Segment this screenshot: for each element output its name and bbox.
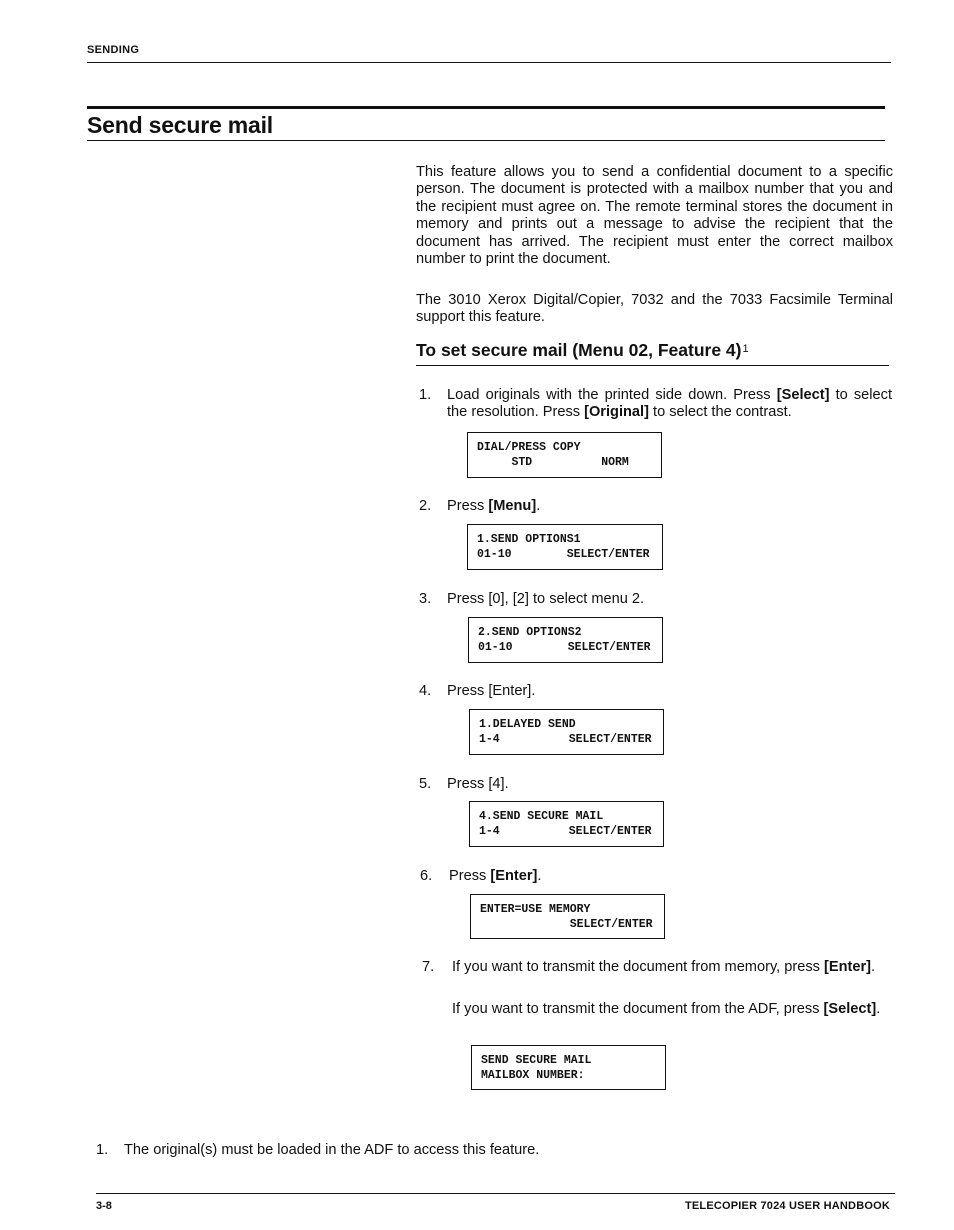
step-instruction: Press [Enter]. — [449, 868, 542, 884]
running-head: SENDING — [87, 44, 140, 56]
step-alternative: If you want to transmit the document from the ADF, press [Select]. — [452, 1001, 881, 1017]
step-number: 1. — [419, 387, 432, 403]
title-top-rule — [87, 106, 885, 109]
lcd-display: 1.SEND OPTIONS1 01-10 SELECT/ENTER — [467, 524, 663, 570]
intro-paragraph-1: This feature allows you to send a confidential document to a specific person. The document is protected with a mailbox number that you and the recipient must agree on. The remote terminal stores the document in memory and prints out a message to advise the recipient that the document has arrived. The recipient must enter the correct mailbox number to print the document. — [416, 164, 893, 268]
step-number: 4. — [419, 683, 432, 699]
footnote: 1. The original(s) must be loaded in the ADF to access this feature. — [96, 1142, 540, 1158]
lcd-display: 4.SEND SECURE MAIL 1-4 SELECT/ENTER — [469, 801, 664, 847]
step-instruction: Press [4]. — [447, 776, 509, 792]
step-number: 2. — [419, 498, 432, 514]
title-bottom-rule — [87, 140, 885, 141]
step-number: 5. — [419, 776, 432, 792]
page-number: 3-8 — [96, 1200, 112, 1212]
lcd-display: ENTER=USE MEMORY SELECT/ENTER — [470, 894, 665, 939]
lcd-display: DIAL/PRESS COPY STD NORM — [467, 432, 662, 478]
header-rule — [87, 62, 891, 63]
lcd-display: 2.SEND OPTIONS2 01-10 SELECT/ENTER — [468, 617, 663, 663]
book-title: TELECOPIER 7024 USER HANDBOOK — [684, 1200, 890, 1212]
footnote-ref: 1 — [742, 343, 749, 355]
step-instruction: Press [0], [2] to select menu 2. — [447, 591, 645, 607]
step-number: 6. — [420, 868, 433, 884]
step-instruction: Press [Enter]. — [447, 683, 536, 699]
step-number: 7. — [422, 959, 435, 975]
intro-paragraph-2: The 3010 Xerox Digital/Copier, 7032 and the 7033 Facsimile Terminal support this feature. — [416, 292, 893, 326]
step-instruction: Load originals with the printed side down. Press [Select] to select the resolution. Press [Original] to select the contrast. — [447, 387, 893, 421]
step-number: 3. — [419, 591, 432, 607]
procedure-heading-rule — [416, 365, 889, 366]
lcd-display: SEND SECURE MAIL MAILBOX NUMBER: — [471, 1045, 666, 1090]
step-instruction: If you want to transmit the document from memory, press [Enter]. — [452, 959, 876, 975]
step-instruction: Press [Menu]. — [447, 498, 541, 514]
section-title: Send secure mail — [87, 112, 273, 138]
lcd-display: 1.DELAYED SEND 1-4 SELECT/ENTER — [469, 709, 664, 755]
footer-rule — [96, 1193, 895, 1194]
procedure-heading: To set secure mail (Menu 02, Feature 4)$^1$ — [416, 340, 749, 360]
